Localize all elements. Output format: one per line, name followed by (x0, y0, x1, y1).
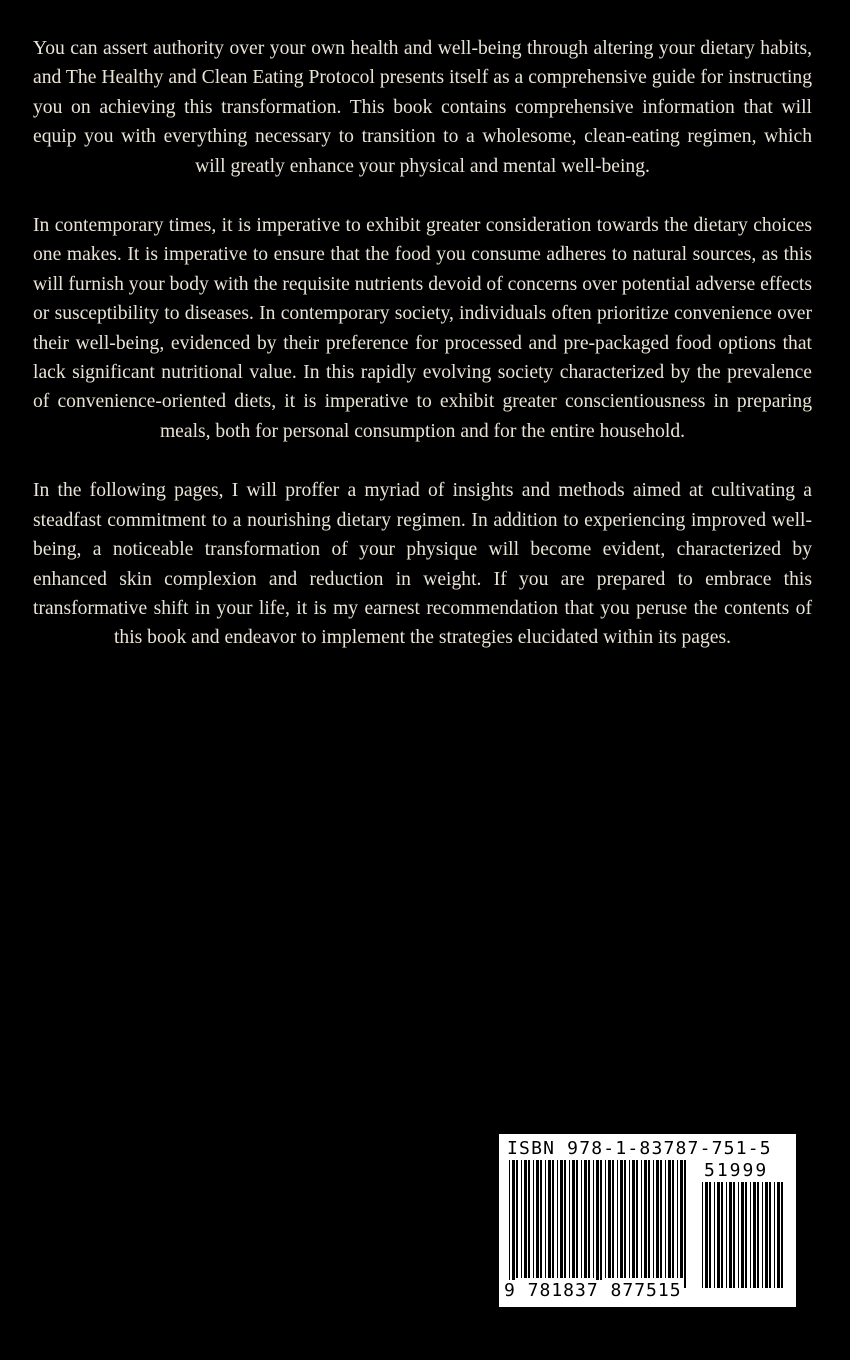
barcode-bar (620, 1160, 623, 1278)
blurb-paragraph-3: In the following pages, I will proffer a myriad of insights and methods aimed at cultivating a steadfast commitment to a nourishing dietary regimen. In addition to experiencing improved well-being, a noticeable transformation of your physique will become evident, characterized by enhanced skin complexion and reduction in weight. If you are prepared to embrace this transformative shift in your life, it is my earnest recommendation that you peruse the contents of this book and endeavor to implement the strategies elucidated within its pages. (33, 480, 812, 649)
barcode-bar (765, 1182, 768, 1288)
barcode-bar (714, 1182, 715, 1288)
barcode-bar (608, 1160, 611, 1278)
barcode-bar (516, 1160, 518, 1278)
barcode-bar (600, 1160, 602, 1288)
barcode-bar (653, 1160, 654, 1278)
barcode-bar (781, 1182, 783, 1288)
barcode-bar (528, 1160, 530, 1278)
barcode-bar (548, 1160, 551, 1278)
barcode-bar (593, 1160, 594, 1278)
barcode-bar (644, 1160, 647, 1278)
barcode-bar (632, 1160, 635, 1278)
barcode-bar (684, 1160, 686, 1288)
barcode-bar (605, 1160, 606, 1278)
barcode-bar (629, 1160, 630, 1278)
barcode-bar (509, 1160, 510, 1288)
ean-bars (509, 1160, 689, 1288)
barcode-bar (757, 1182, 759, 1288)
blurb-paragraph-2: In contemporary times, it is imperative to exhibit greater consideration towards the dietary choices one makes. It is imperative to ensure that the food you consume adheres to natural sources, as this will furnish your body with the requisite nutrients devoid of concerns over potential adverse effects or susceptibility to diseases. In contemporary society, individuals often prioritize convenience over their well-being, evidenced by their preference for processed and pre-packaged food options that lack significant nutritional value. In this rapidly evolving society characterized by the prevalence of convenience-oriented diets, it is imperative to exhibit greater conscientiousness in preparing meals, both for personal consumption and for the entire household. (33, 215, 812, 442)
barcode-bar (564, 1160, 566, 1278)
addon-bars (702, 1182, 788, 1298)
barcode-bar (680, 1160, 683, 1278)
barcode-bar (738, 1182, 739, 1288)
blurb-paragraph-1: You can assert authority over your own health and well-being through altering your dietary habits, and The Healthy and Clean Eating Protocol presents itself as a comprehensive guide for instructing you on achieving this transformation. This book contains comprehensive information that will equip you with everything necessary to transition to a wholesome, clean-eating regimen, which will greatly enhance your physical and mental well-being. (33, 38, 812, 177)
barcode-bar (560, 1160, 563, 1278)
barcode-bar (774, 1182, 775, 1288)
barcode-bar (721, 1182, 723, 1288)
barcode-bar (726, 1182, 727, 1288)
barcode-bar (512, 1160, 515, 1288)
barcode-bar (552, 1160, 554, 1278)
barcode-bar (702, 1182, 703, 1288)
barcode-bar (717, 1182, 720, 1288)
barcode-bar (750, 1182, 751, 1288)
barcode-bar (569, 1160, 570, 1278)
barcode-bar (524, 1160, 527, 1278)
barcode-bar (612, 1160, 614, 1278)
isbn-label: ISBN 978-1-83787-751-5 (507, 1138, 772, 1159)
barcode-bar (581, 1160, 582, 1278)
barcode-bar (741, 1182, 744, 1288)
barcode-bar (636, 1160, 638, 1278)
barcode-bar (521, 1160, 522, 1278)
blurb (33, 34, 812, 683)
barcode-bar (588, 1160, 590, 1278)
barcode-bar (745, 1182, 747, 1288)
barcode-bar (572, 1160, 575, 1278)
barcode-bar (677, 1160, 678, 1278)
price-code: 51999 (704, 1160, 769, 1181)
barcode-bar (665, 1160, 666, 1278)
barcode-bar (668, 1160, 671, 1278)
barcode-bar (777, 1182, 780, 1288)
ean-digits: 9 781837 877515 (504, 1280, 682, 1301)
barcode-bar (624, 1160, 626, 1278)
barcode-bar (672, 1160, 674, 1278)
barcode-bar (596, 1160, 599, 1288)
barcode-bar (540, 1160, 542, 1278)
barcode-bar (769, 1182, 771, 1288)
barcode-bar (733, 1182, 735, 1288)
barcode-bar (705, 1182, 708, 1288)
isbn-barcode (499, 1134, 796, 1307)
barcode-bar (762, 1182, 763, 1288)
barcode-bar (545, 1160, 546, 1278)
barcode-bar (709, 1182, 711, 1288)
barcode-bar (656, 1160, 659, 1278)
barcode-bar (617, 1160, 618, 1278)
barcode-bar (729, 1182, 732, 1288)
barcode-bar (641, 1160, 642, 1278)
barcode-bar (648, 1160, 650, 1278)
barcode-bar (660, 1160, 662, 1278)
barcode-bar (584, 1160, 587, 1278)
barcode-bar (557, 1160, 558, 1278)
barcode-bar (576, 1160, 578, 1278)
barcode-bar (533, 1160, 534, 1278)
barcode-bar (753, 1182, 756, 1288)
barcode-bar (536, 1160, 539, 1278)
